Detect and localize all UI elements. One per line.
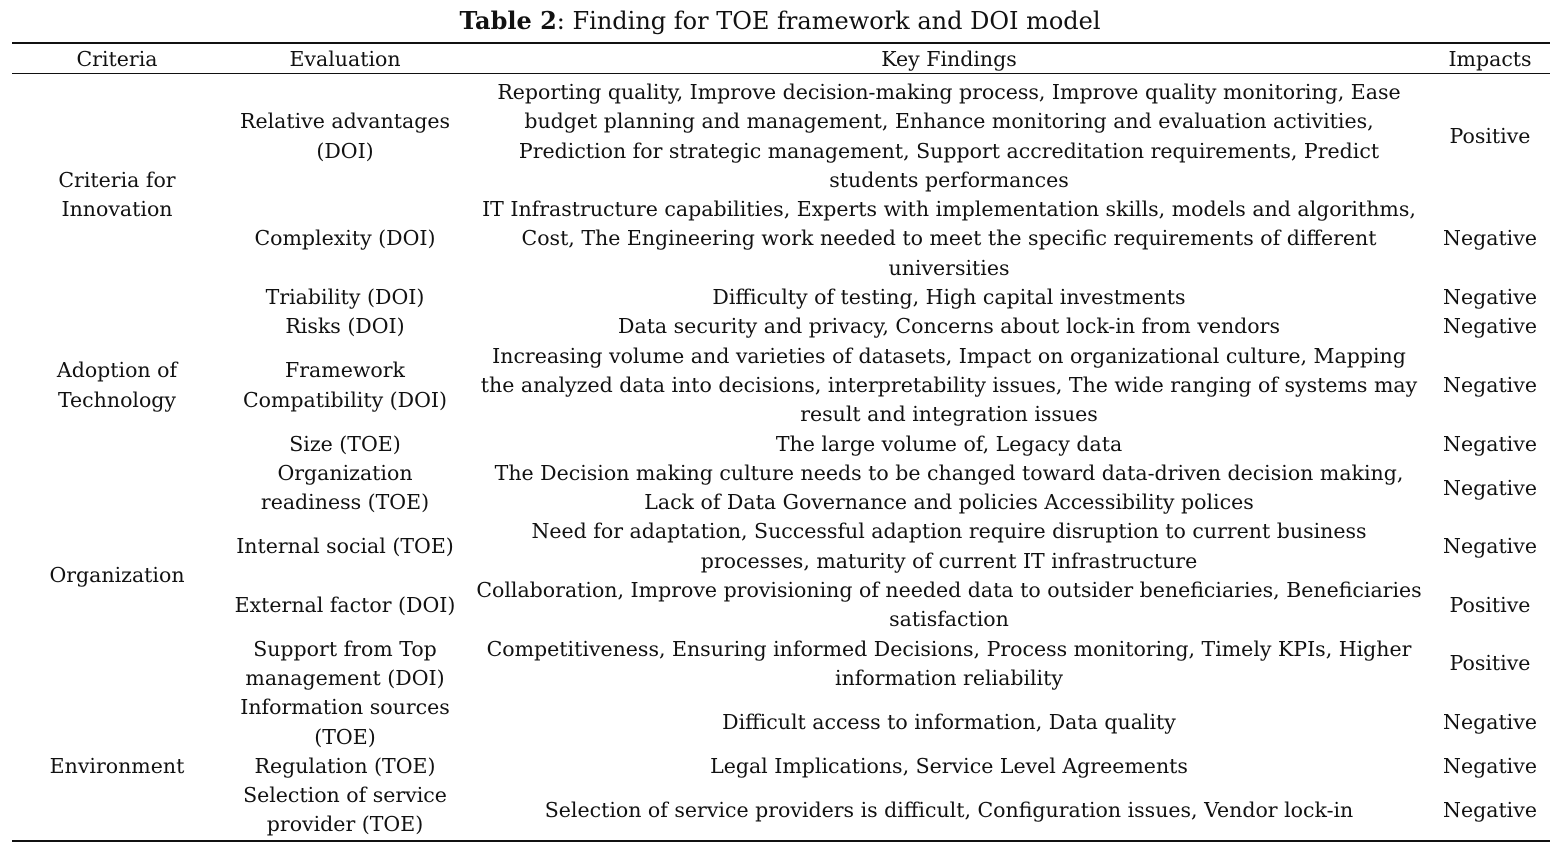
table-row	[12, 430, 1550, 459]
evaluation-cell: Framework Compatibility (DOI)	[242, 358, 448, 412]
impact-cell: Negative	[1443, 475, 1537, 500]
findings-cell: The large volume of, Legacy data	[775, 431, 1123, 456]
table-row	[12, 635, 1550, 694]
evaluation-cell: Internal social (TOE)	[236, 534, 454, 559]
findings-cell: Collaboration, Improve provisioning of needed data to outsider beneficiaries, Beneficiaries satisfaction	[476, 578, 1422, 632]
impact-cell: Negative	[1443, 285, 1537, 310]
evaluation-cell: Information sources (TOE)	[240, 695, 450, 749]
findings-cell: Increasing volume and varieties of datasets, Impact on organizational culture, Mapping the analyzed data into decisions, interpretability issues, The wide ranging of systems may result and integration issues	[480, 343, 1418, 427]
findings-cell: Need for adaptation, Successful adaption require disruption to current business processes, maturity of current IT infrastructure	[531, 519, 1367, 573]
table-row	[12, 195, 1550, 283]
header-key-findings: Key Findings	[881, 46, 1017, 71]
impact-cell: Positive	[1449, 651, 1531, 676]
impact-cell: Negative	[1443, 534, 1537, 559]
impact-cell: Negative	[1443, 226, 1537, 251]
table-row	[12, 517, 1550, 576]
table-caption-text: : Finding for TOE framework and DOI model	[556, 7, 1101, 35]
impact-cell: Negative	[1443, 372, 1537, 397]
findings-cell: Difficulty of testing, High capital investments	[712, 285, 1186, 310]
findings-cell: Difficult access to information, Data quality	[722, 709, 1176, 734]
findings-cell: Reporting quality, Improve decision-making process, Improve quality monitoring, Ease budget planning and management, Enhance monitoring and evaluation activities, Prediction for strategic management, Support accreditation requirements, Predict students performances	[497, 80, 1401, 192]
evaluation-cell: Triability (DOI)	[265, 285, 425, 310]
evaluation-cell: External factor (DOI)	[234, 592, 456, 617]
findings-cell: Selection of service providers is difficult, Configuration issues, Vendor lock-in	[544, 797, 1354, 822]
findings-table	[12, 42, 1550, 842]
evaluation-cell: Organization readiness (TOE)	[260, 460, 430, 515]
findings-cell: Data security and privacy, Concerns about lock-in from vendors	[618, 314, 1280, 339]
impact-cell: Positive	[1449, 592, 1531, 617]
impact-cell: Negative	[1443, 797, 1537, 822]
header-impacts: Impacts	[1448, 46, 1532, 71]
criteria-cell-environment: Environment	[49, 753, 185, 778]
table-row	[12, 312, 1550, 341]
impact-cell: Negative	[1443, 431, 1537, 456]
evaluation-cell: Complexity (DOI)	[254, 226, 436, 251]
findings-cell: Legal Implications, Service Level Agreements	[710, 753, 1188, 778]
criteria-cell-innovation: Criteria for Innovation	[58, 167, 176, 222]
table-caption	[0, 4, 1560, 38]
impact-cell: Positive	[1449, 123, 1531, 148]
impact-cell: Negative	[1443, 314, 1537, 339]
findings-cell: Competitiveness, Ensuring informed Decisions, Process monitoring, Timely KPIs, Higher information reliability	[486, 636, 1412, 690]
header-criteria: Criteria	[76, 46, 158, 71]
table-row	[12, 752, 1550, 781]
impact-cell: Negative	[1443, 753, 1537, 778]
evaluation-cell: Support from Top management (DOI)	[245, 636, 445, 690]
table-row	[12, 78, 1550, 195]
findings-cell: The Decision making culture needs to be changed toward data-driven decision making, Lack of Data Governance and policies Accessibility polices	[494, 460, 1404, 515]
table-row	[12, 283, 1550, 312]
header-row	[12, 43, 1550, 74]
evaluation-cell: Size (TOE)	[289, 431, 401, 456]
table-row	[12, 781, 1550, 841]
criteria-cell-organization: Organization	[49, 563, 185, 588]
table-label: Table 2	[459, 6, 557, 35]
evaluation-cell: Risks (DOI)	[285, 314, 405, 339]
table-row	[12, 342, 1550, 430]
table-row	[12, 576, 1550, 635]
findings-cell: IT Infrastructure capabilities, Experts with implementation skills, models and algorithms, Cost, The Engineering work needed to meet the specific requirements of different universities	[482, 197, 1416, 280]
table-row	[12, 693, 1550, 752]
impact-cell: Negative	[1443, 709, 1537, 734]
evaluation-cell: Relative advantages (DOI)	[240, 109, 450, 163]
evaluation-cell: Selection of service provider (TOE)	[243, 783, 447, 837]
criteria-cell-adoption: Adoption of Technology	[56, 358, 178, 412]
header-evaluation: Evaluation	[289, 46, 401, 71]
evaluation-cell: Regulation (TOE)	[254, 753, 436, 778]
table-row	[12, 459, 1550, 518]
